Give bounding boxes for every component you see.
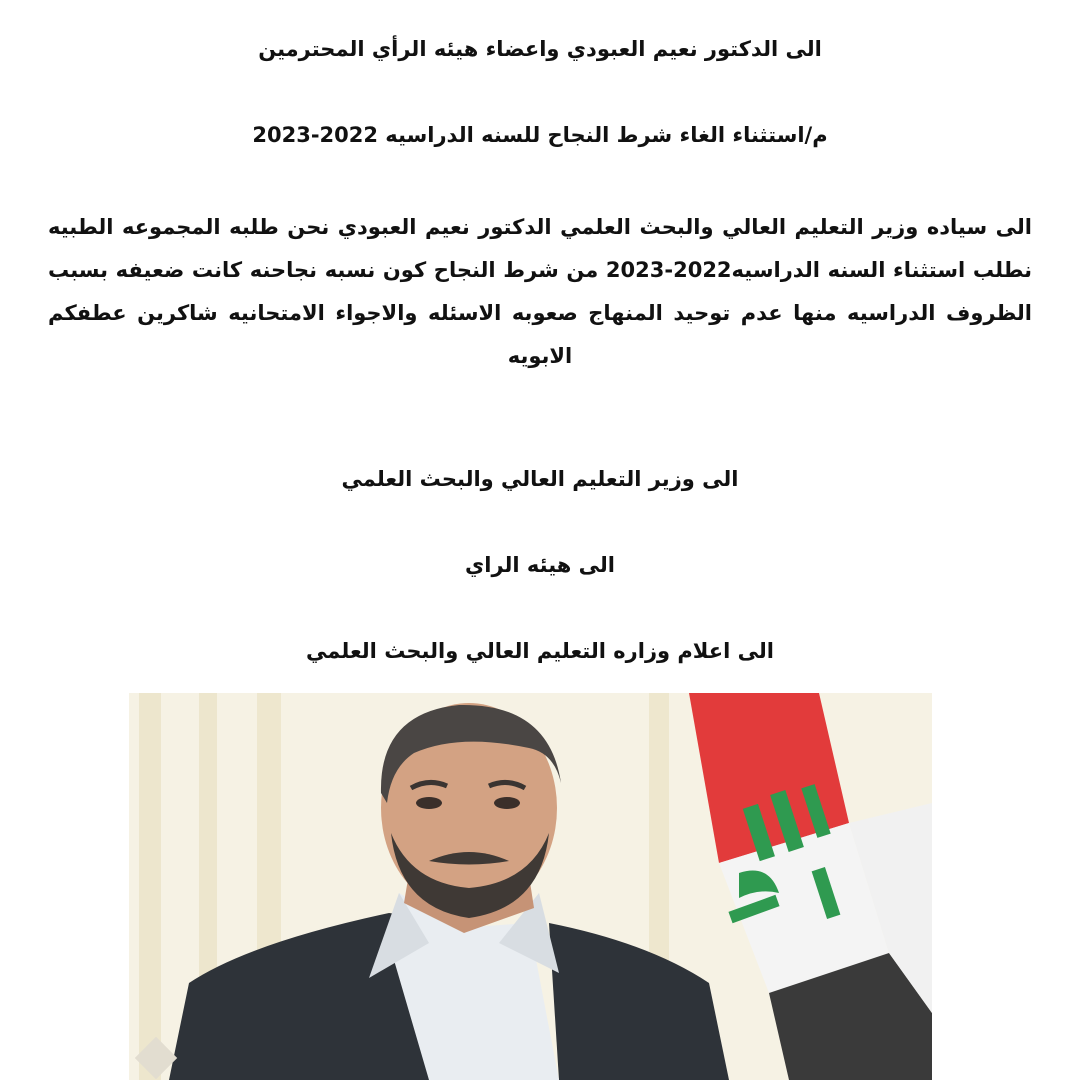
recipient-ministry-media: الى اعلام وزاره التعليم العالي والبحث العلمي: [306, 639, 774, 663]
recipient-opinion-board: الى هيئه الراي: [465, 553, 615, 577]
letter-body: الى سياده وزير التعليم العالي والبحث العلمي الدكتور نعيم العبودي نحن طلبه المجموعه الطبيه نطلب استثناء السنه الدراسيه2022-2023 من شرط النجاح كون نسبه نجاحنه كانت ضعيفه بسبب الظروف الدراسيه منها عدم توحيد المنهاج صعوبه الاسئله والاجواء الامتحانيه شاكرين عطفكم الابويه: [48, 215, 1032, 368]
letter-subject: م/استثناء الغاء شرط النجاح للسنه الدراسيه 2022-2023: [252, 123, 828, 147]
minister-photo: [129, 693, 932, 1080]
recipient-minister: الى وزير التعليم العالي والبحث العلمي: [341, 467, 739, 491]
letter-salutation: الى الدكتور نعيم العبودي واعضاء هيئه الرأي المحترمين: [258, 37, 822, 61]
